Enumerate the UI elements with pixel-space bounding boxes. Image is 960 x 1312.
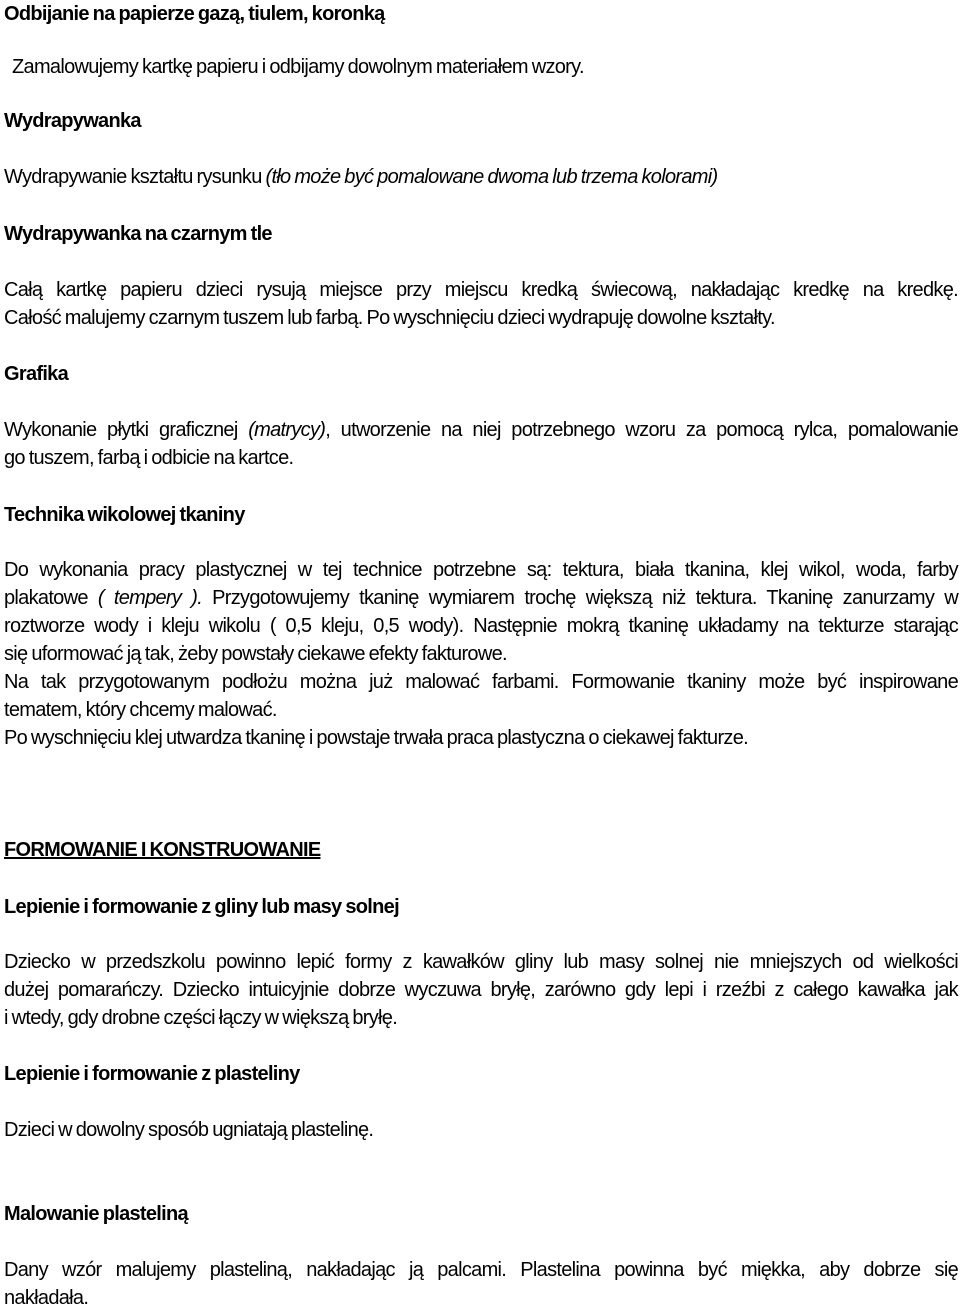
heading-wydrapywanka: Wydrapywanka [4, 110, 141, 132]
heading-lepienie-glina: Lepienie i formowanie z gliny lub masy solnej [4, 896, 399, 918]
text-segment: Wykonanie płytki graficznej [4, 419, 249, 441]
heading-malowanie-plastelina: Malowanie plasteliną [4, 1203, 188, 1225]
paragraph-line [4, 584, 958, 612]
paragraph-line: dużej pomarańczy. Dziecko intuicyjnie dobrze wyczuwa bryłę, zarówno gdy lepi i rzeźbi z całego kawałka jak [4, 979, 958, 1001]
paragraph-line: go tuszem, farbą i odbicie na kartce. [4, 447, 294, 469]
paragraph-lepienie-plastelina: Dzieci w dowolny sposób ugniatają plastelinę. [4, 1119, 374, 1141]
heading-grafika: Grafika [4, 363, 69, 385]
paragraph-grafika [4, 416, 958, 472]
paragraph-odbijanie: Zamalowujemy kartkę papieru i odbijamy dowolnym materiałem wzory. [12, 56, 584, 78]
paragraph-line: Na tak przygotowanym podłożu można już malować farbami. Formowanie tkaniny może być inspirowane [4, 671, 958, 693]
paragraph-line: Dany wzór malujemy plasteliną, nakładając ją palcami. Plastelina powinna być miękka, aby dobrze się [4, 1259, 958, 1281]
paragraph-line: Do wykonania pracy plastycznej w tej technice potrzebne są: tektura, biała tkanina, klej wikol, woda, farby [4, 559, 958, 581]
text-segment: Wydrapywanie kształtu rysunku [4, 166, 266, 188]
italic-segment: (matrycy) [248, 419, 326, 441]
italic-segment: (tło może być pomalowane dwoma lub trzema kolorami) [265, 166, 718, 188]
heading-technika-wikolowej: Technika wikolowej tkaniny [4, 504, 245, 526]
paragraph-wydrapywanka [4, 163, 958, 191]
paragraph-line: Dziecko w przedszkolu powinno lepić formy z kawałków gliny lub masy solnej nie mniejszych od wielkości [4, 951, 958, 973]
paragraph-line: Całą kartkę papieru dzieci rysują miejsce przy miejscu kredką świecową, nakładając kredkę na kredkę. [4, 279, 958, 301]
heading-formowanie-konstruowanie: FORMOWANIE I KONSTRUOWANIE [4, 839, 321, 861]
paragraph-technika-wikolowej [4, 556, 958, 752]
text-segment: Przygotowujemy tkaninę wymiarem trochę większą niż tektura. Tkaninę zanurzamy w [202, 587, 958, 609]
paragraph-malowanie-plastelina [4, 1256, 958, 1312]
heading-odbijanie: Odbijanie na papierze gazą, tiulem, koronką [4, 3, 385, 25]
paragraph-lepienie-glina [4, 948, 958, 1032]
paragraph-line: nakładała. [4, 1287, 89, 1309]
italic-segment: ( tempery ). [97, 587, 203, 609]
heading-wydrapywanka-czarne-tlo: Wydrapywanka na czarnym tle [4, 223, 272, 245]
heading-lepienie-plastelina: Lepienie i formowanie z plasteliny [4, 1063, 300, 1085]
paragraph-wydrapywanka-czarne-tlo [4, 276, 958, 332]
paragraph-line [4, 416, 958, 444]
paragraph-line: i wtedy, gdy drobne części łączy w większą bryłę. [4, 1007, 398, 1029]
paragraph-line: Po wyschnięciu klej utwardza tkaninę i powstaje trwała praca plastyczna o ciekawej fakturze. [4, 727, 748, 749]
paragraph-line: się uformować ją tak, żeby powstały ciekawe efekty fakturowe. [4, 643, 507, 665]
text-segment: plakatowe [4, 587, 98, 609]
text-segment: , utworzenie na niej potrzebnego wzoru za pomocą rylca, pomalowanie [325, 419, 958, 441]
paragraph-line: roztworze wody i kleju wikolu ( 0,5 kleju, 0,5 wody). Następnie mokrą tkaninę układamy na tekturze starając [4, 615, 958, 637]
paragraph-line: tematem, który chcemy malować. [4, 699, 277, 721]
paragraph-line: Całość malujemy czarnym tuszem lub farbą. Po wyschnięciu dzieci wydrapuję dowolne kształty. [4, 307, 775, 329]
